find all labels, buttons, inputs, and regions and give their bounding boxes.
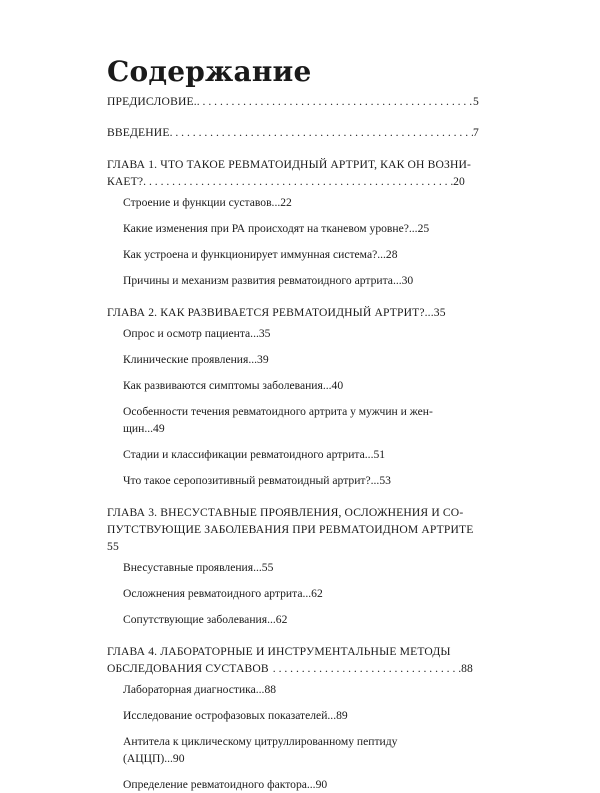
toc-page-number: 7: [473, 126, 479, 139]
toc-subentry[interactable]: Клинические проявления...39: [123, 353, 269, 366]
toc-subentry[interactable]: Причины и механизм развития ревматоидного артрита...30: [123, 274, 414, 287]
toc-subentry[interactable]: Особенности течения ревматоидного артрита у мужчин и жен-: [123, 405, 433, 418]
toc-subentry[interactable]: Строение и функции суставов...22: [123, 196, 292, 209]
toc-subentry-continued[interactable]: (АЦЦП)...90: [123, 752, 185, 765]
dot-leader: [143, 173, 453, 190]
toc-entry-preface[interactable]: [107, 93, 479, 110]
toc-entry-label: КАЕТ?: [107, 175, 144, 188]
dot-leader: [273, 660, 461, 677]
toc-subentry[interactable]: Что такое серопозитивный ревматоидный артрит?...53: [123, 474, 391, 487]
toc-page-number: 88: [461, 662, 473, 675]
toc-subentry[interactable]: Определение ревматоидного фактора...90: [123, 778, 328, 791]
toc-chapter-3-line2[interactable]: ПУТСТВУЮЩИЕ ЗАБОЛЕВАНИЯ ПРИ РЕВМАТОИДНОМ АРТРИТЕ: [107, 523, 474, 536]
toc-chapter-4-line1[interactable]: ГЛАВА 4. ЛАБОРАТОРНЫЕ И ИНСТРУМЕНТАЛЬНЫЕ МЕТОДЫ: [107, 645, 451, 658]
table-of-contents: [107, 92, 479, 793]
toc-entry-label: ОБСЛЕДОВАНИЯ СУСТАВОВ: [107, 662, 269, 675]
chapter-3-group: [107, 504, 479, 628]
toc-subentry[interactable]: Осложнения ревматоидного артрита...62: [123, 587, 323, 600]
page-title: Содержание: [107, 55, 312, 88]
toc-subentry[interactable]: Как развиваются симптомы заболевания...40: [123, 379, 344, 392]
chapter-1-group: [107, 156, 479, 289]
toc-subentry[interactable]: Какие изменения при РА происходят на тканевом уровне?...25: [123, 222, 430, 235]
toc-page-number: 20: [453, 175, 465, 188]
toc-chapter-3-line1[interactable]: ГЛАВА 3. ВНЕСУСТАВНЫЕ ПРОЯВЛЕНИЯ, ОСЛОЖНЕНИЯ И СО-: [107, 506, 464, 519]
toc-chapter-2-line1[interactable]: ГЛАВА 2. КАК РАЗВИВАЕТСЯ РЕВМАТОИДНЫЙ АРТРИТ?...35: [107, 306, 446, 319]
chapter-4-group: [107, 643, 479, 793]
toc-chapter-4-line2[interactable]: [107, 660, 479, 677]
toc-subentry[interactable]: Исследование острофазовых показателей...89: [123, 709, 348, 722]
toc-entry-label: ВВЕДЕНИЕ: [107, 126, 170, 139]
toc-subentry[interactable]: Стадии и классификации ревматоидного артрита...51: [123, 448, 386, 461]
dot-leader: [197, 93, 473, 110]
toc-chapter-1-line1[interactable]: ГЛАВА 1. ЧТО ТАКОЕ РЕВМАТОИДНЫЙ АРТРИТ, КАК ОН ВОЗНИ-: [107, 158, 472, 171]
toc-subentry[interactable]: Как устроена и функционирует иммунная система?...28: [123, 248, 398, 261]
chapter-2-group: [107, 304, 479, 489]
toc-subentry[interactable]: Антитела к циклическому цитруллированному пептиду: [123, 735, 398, 748]
toc-subentry[interactable]: Внесуставные проявления...55: [123, 561, 274, 574]
toc-chapter-3-line3[interactable]: 55: [107, 540, 119, 553]
toc-entry-intro[interactable]: [107, 124, 479, 141]
toc-subentry[interactable]: Сопутствующие заболевания...62: [123, 613, 288, 626]
toc-subentry-continued[interactable]: щин...49: [123, 422, 165, 435]
toc-subentry[interactable]: Лабораторная диагностика...88: [123, 683, 277, 696]
toc-subentry[interactable]: Опрос и осмотр пациента...35: [123, 327, 271, 340]
toc-page-number: 5: [473, 95, 479, 108]
toc-chapter-1-line2[interactable]: [107, 173, 479, 190]
dot-leader: [170, 124, 473, 141]
toc-entry-label: ПРЕДИСЛОВИЕ.: [107, 95, 197, 108]
